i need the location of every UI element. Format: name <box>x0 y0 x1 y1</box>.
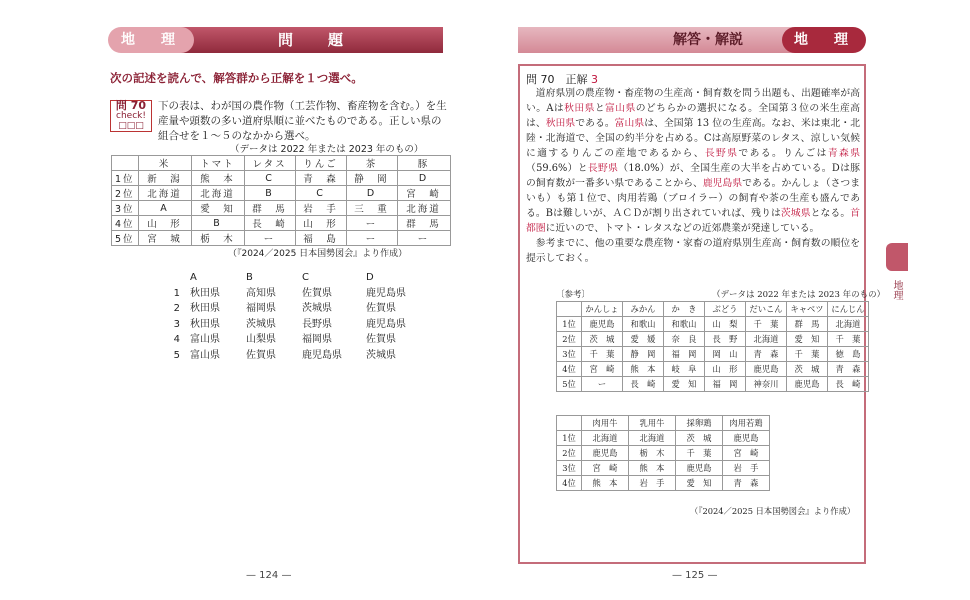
table-cell: 青 森 <box>295 171 346 186</box>
highlight-term: 鹿児島県 <box>702 178 743 189</box>
table-cell: 4位 <box>557 476 582 491</box>
table-cell: 岐 阜 <box>664 362 705 377</box>
highlight-term: 富山県 <box>614 118 645 129</box>
table-cell: 2位 <box>112 186 139 201</box>
table-cell: 4位 <box>112 216 139 231</box>
table-cell: ー <box>397 231 450 246</box>
choice-cell: D <box>366 272 374 283</box>
table-cell: 2位 <box>557 446 582 461</box>
table-cell: 山 梨 <box>705 317 746 332</box>
choices-header <box>150 270 426 286</box>
table-cell: 愛 知 <box>664 377 705 392</box>
table-cell: レタス <box>244 156 295 171</box>
table-cell: 1位 <box>557 317 582 332</box>
text-run: である。かんしょ（さつまいも）も第１位で、肉用若鶏（ブロイラー）の飼育や茶の生産も盛んである。Bは難しいが、ＡＣＤが割り出されていれば、残りは <box>526 178 861 219</box>
data-note: （データは 2022 年または 2023 年のもの） <box>230 144 424 155</box>
table-cell: 2位 <box>557 332 582 347</box>
table-row <box>112 231 451 246</box>
text-run: となる。 <box>810 208 851 219</box>
table-cell: 三 重 <box>346 201 397 216</box>
table-cell: 1位 <box>557 431 582 446</box>
table-cell: トマト <box>191 156 244 171</box>
table-row <box>557 377 869 392</box>
subject-pill: 地 理 <box>108 27 194 53</box>
table-cell: 熊 本 <box>629 461 676 476</box>
table-cell: 熊 本 <box>191 171 244 186</box>
table-cell: 肉用若鶏 <box>723 416 770 431</box>
choice-cell: 秋田県 <box>190 303 220 314</box>
answer-heading <box>526 71 598 87</box>
choice-cell: 長野県 <box>302 318 332 330</box>
table-cell: 千 葉 <box>582 347 623 362</box>
table-cell: 群 馬 <box>397 216 450 231</box>
check-label: check! <box>116 111 146 121</box>
choice-cell: 福岡県 <box>246 303 276 314</box>
table-cell: 北海道 <box>138 186 191 201</box>
table-cell: 静 岡 <box>346 171 397 186</box>
table-cell: 北海道 <box>828 317 869 332</box>
table-cell: 5位 <box>557 377 582 392</box>
table-cell: 青 森 <box>746 347 787 362</box>
choice-row <box>150 317 426 333</box>
table-cell: 茨 城 <box>582 332 623 347</box>
table-cell: 鹿児島 <box>746 362 787 377</box>
choice-cell: 富山県 <box>190 334 220 345</box>
table-cell: D <box>397 171 450 186</box>
crop-ranking-table <box>111 155 451 246</box>
table-cell <box>557 302 582 317</box>
table-cell: 岩 手 <box>629 476 676 491</box>
choice-cell: 佐賀県 <box>366 303 396 314</box>
table-row <box>112 201 451 216</box>
reference-label: 〔参考〕 <box>556 290 591 300</box>
table-cell: 宮 崎 <box>582 362 623 377</box>
question-text: 下の表は、わが国の農作物（工芸作物、畜産物を含む。）を生産量や頭数の多い道府県順に並べたものである。正しい県の組合せを１～５のなかから選べ。 <box>158 100 447 142</box>
table-cell: 千 葉 <box>676 446 723 461</box>
explanation <box>526 86 860 266</box>
table-cell <box>112 156 139 171</box>
table-cell: 新 潟 <box>138 171 191 186</box>
table-cell: 和歌山 <box>664 317 705 332</box>
choice-cell: 佐賀県 <box>302 287 332 299</box>
text-run: のどちらかの選択になる。全国第３位の米生産高は、 <box>526 103 861 129</box>
table-row <box>557 332 869 347</box>
choice-cell: 富山県 <box>190 349 220 361</box>
question-number: 問 70 <box>115 99 147 112</box>
table-cell: 徳 島 <box>828 347 869 362</box>
explanation-paragraph-1 <box>526 86 860 236</box>
explanation-paragraph-2: 参考までに、他の重要な農産物・家畜の道府県別生産高・飼育数の順位を提示しておく。 <box>526 238 860 264</box>
right-header <box>518 27 866 53</box>
table-cell: だいこん <box>746 302 787 317</box>
table-cell: 愛 知 <box>676 476 723 491</box>
text-run: 道府県別の農産物・畜産物の生産高・飼育数を問う出題も、出題確率が高い。Aは <box>526 88 860 114</box>
choice-row <box>150 332 426 348</box>
table-cell: 4位 <box>557 362 582 377</box>
table-cell: B <box>191 216 244 231</box>
table-cell: 宮 崎 <box>582 461 629 476</box>
table-cell: かんしょ <box>582 302 623 317</box>
reference-table-crops <box>556 301 869 392</box>
table-cell: C <box>295 186 346 201</box>
choice-cell: A <box>190 272 197 283</box>
side-tab-label: 地理 <box>891 280 902 300</box>
table-cell: 青 森 <box>828 362 869 377</box>
table-cell: 奈 良 <box>664 332 705 347</box>
table-cell: りんご <box>295 156 346 171</box>
table-cell: 山 形 <box>295 216 346 231</box>
table-cell: 静 岡 <box>623 347 664 362</box>
choice-cell: 4 <box>173 334 180 345</box>
answer-value: 3 <box>591 73 598 86</box>
choice-cell: 3 <box>173 318 180 330</box>
choice-cell: 鹿児島県 <box>302 349 342 361</box>
highlight-term: 長野県 <box>704 148 739 159</box>
section-title: 問 題 <box>168 27 443 53</box>
table-row <box>557 317 869 332</box>
choice-cell: 鹿児島県 <box>366 318 406 330</box>
table-cell: 北海道 <box>191 186 244 201</box>
table-cell: 宮 崎 <box>397 186 450 201</box>
page-number-left: — 124 — <box>246 570 292 581</box>
table-cell: 3位 <box>112 201 139 216</box>
text-run: （59.6%）と <box>526 163 588 174</box>
table-row <box>557 461 770 476</box>
table-cell: 乳用牛 <box>629 416 676 431</box>
text-run: と <box>594 103 606 114</box>
table-cell: 山 形 <box>138 216 191 231</box>
choice-cell: 高知県 <box>246 287 276 299</box>
table-cell: 鹿児島 <box>582 317 623 332</box>
table-cell: 豚 <box>397 156 450 171</box>
table-header-row <box>557 302 869 317</box>
table-cell: 岩 手 <box>723 461 770 476</box>
table-cell: 長 野 <box>705 332 746 347</box>
table-header-row <box>557 416 770 431</box>
table-row <box>557 476 770 491</box>
table-cell: ぶどう <box>705 302 746 317</box>
table-cell: 北海道 <box>746 332 787 347</box>
table-cell: 3位 <box>557 347 582 362</box>
choice-cell: 2 <box>173 303 180 314</box>
table-cell: C <box>244 171 295 186</box>
side-tab-marker <box>886 243 908 271</box>
highlight-term: 秋田県 <box>564 103 595 114</box>
table-cell: 長 崎 <box>623 377 664 392</box>
text-run: である。 <box>575 118 615 129</box>
table-cell: 肉用牛 <box>582 416 629 431</box>
choice-cell <box>150 270 190 286</box>
table-row <box>557 446 770 461</box>
section-title-right: 解答・解説 <box>518 27 818 53</box>
table-cell: 福 岡 <box>705 377 746 392</box>
table-cell: A <box>138 201 191 216</box>
table-cell: 鹿児島 <box>787 377 828 392</box>
highlight-term: 長野県 <box>587 163 619 174</box>
table-cell: 5位 <box>112 231 139 246</box>
table-cell: ー <box>582 377 623 392</box>
table-row <box>112 186 451 201</box>
table-cell: 福 岡 <box>664 347 705 362</box>
reference-table-livestock <box>556 415 770 491</box>
choice-row <box>150 286 426 302</box>
text-run: である。りんごは <box>738 148 828 159</box>
table-cell: 茨 城 <box>676 431 723 446</box>
left-header <box>108 27 443 53</box>
choice-cell: C <box>302 272 309 283</box>
table-cell: ー <box>346 216 397 231</box>
choice-cell: 鹿児島県 <box>366 287 406 299</box>
text-run: （18.0%）が、全国生産の大半を占めている。Dは豚の飼育数が一番多い県であることから、 <box>526 163 860 189</box>
text-run: は、全国第 13 位の生産高。なお、米は東北・北陸・北海道で、全国の約半分を占める。Cは高原野菜のレタス、涼しい気候に適するりんごの産地であるから、 <box>526 118 861 159</box>
table-cell: 岩 手 <box>295 201 346 216</box>
choice-cell: 佐賀県 <box>246 349 276 361</box>
table-cell: D <box>346 186 397 201</box>
choice-cell: 秋田県 <box>190 287 220 299</box>
table-cell: 長 崎 <box>828 377 869 392</box>
table-row <box>112 171 451 186</box>
table-cell: 山 形 <box>705 362 746 377</box>
table-cell: 千 葉 <box>828 332 869 347</box>
table-cell: キャベツ <box>787 302 828 317</box>
choice-row <box>150 301 426 317</box>
table-cell: にんじん <box>828 302 869 317</box>
table-cell: みかん <box>623 302 664 317</box>
reference-note: （データは 2022 年または 2023 年のもの） <box>712 290 886 300</box>
page-number-right: — 125 — <box>672 570 718 581</box>
table-cell: 宮 城 <box>138 231 191 246</box>
table-cell: 茨 城 <box>787 362 828 377</box>
choice-cell: 1 <box>173 287 180 299</box>
table-cell: 宮 崎 <box>723 446 770 461</box>
table-cell: 採卵鶏 <box>676 416 723 431</box>
table-cell: 栃 木 <box>191 231 244 246</box>
table-cell: 北海道 <box>582 431 629 446</box>
table-cell: 熊 本 <box>582 476 629 491</box>
table-cell: 福 島 <box>295 231 346 246</box>
table-row <box>557 431 770 446</box>
table-cell: 愛 媛 <box>623 332 664 347</box>
choice-cell: 山梨県 <box>246 334 276 345</box>
choice-cell: 福岡県 <box>302 334 332 345</box>
table-source: （『2024／2025 日本国勢図会』より作成） <box>228 249 408 259</box>
table-cell: 群 馬 <box>787 317 828 332</box>
table-cell: 群 馬 <box>244 201 295 216</box>
highlight-term: 茨城県 <box>780 208 811 219</box>
table-cell: 長 崎 <box>244 216 295 231</box>
reference-source: （『2024／2025 日本国勢図会』より作成） <box>690 506 856 516</box>
table-cell: 青 森 <box>723 476 770 491</box>
choice-cell: 秋田県 <box>190 318 220 330</box>
table-cell: 千 葉 <box>746 317 787 332</box>
table-cell: 茶 <box>346 156 397 171</box>
table-cell: 鹿児島 <box>676 461 723 476</box>
table-row <box>112 216 451 231</box>
table-cell: 和歌山 <box>623 317 664 332</box>
table-cell: 愛 知 <box>191 201 244 216</box>
choice-row <box>150 348 426 364</box>
table-row <box>557 347 869 362</box>
choice-cell: B <box>246 272 253 283</box>
table-cell: 栃 木 <box>629 446 676 461</box>
highlight-term: 青森県 <box>827 148 861 159</box>
table-cell: B <box>244 186 295 201</box>
table-cell: 千 葉 <box>787 347 828 362</box>
choice-cell: 茨城県 <box>246 318 276 330</box>
choice-cell: 5 <box>173 349 180 361</box>
table-cell: か き <box>664 302 705 317</box>
question-number-box <box>110 100 152 132</box>
table-cell: ー <box>346 231 397 246</box>
table-cell: 熊 本 <box>623 362 664 377</box>
table-header-row <box>112 156 451 171</box>
instruction: 次の記述を読んで、解答群から正解を１つ選べ。 <box>110 71 363 85</box>
check-boxes: □□□ <box>118 121 144 131</box>
highlight-term: 富山県 <box>605 103 636 114</box>
table-cell: ー <box>244 231 295 246</box>
highlight-term: 首都圏 <box>526 208 861 234</box>
table-cell <box>557 416 582 431</box>
highlight-term: 秋田県 <box>545 118 576 129</box>
table-cell: 3位 <box>557 461 582 476</box>
text-run: に近いので、トマト・レタスなどの近郊農業が発達している。 <box>545 223 820 234</box>
choice-cell: 茨城県 <box>366 349 396 361</box>
table-cell: 愛 知 <box>787 332 828 347</box>
table-cell: 米 <box>138 156 191 171</box>
table-cell: 北海道 <box>629 431 676 446</box>
subject-pill-right: 地 理 <box>782 27 866 53</box>
table-cell: 鹿児島 <box>723 431 770 446</box>
choice-cell: 茨城県 <box>302 303 332 314</box>
choice-cell: 佐賀県 <box>366 334 396 345</box>
table-cell: 1位 <box>112 171 139 186</box>
answer-choices <box>150 270 426 363</box>
table-cell: 神奈川 <box>746 377 787 392</box>
table-cell: 鹿児島 <box>582 446 629 461</box>
table-row <box>557 362 869 377</box>
answer-label: 問 70 正解 <box>526 73 588 86</box>
table-cell: 岡 山 <box>705 347 746 362</box>
table-cell: 北海道 <box>397 201 450 216</box>
